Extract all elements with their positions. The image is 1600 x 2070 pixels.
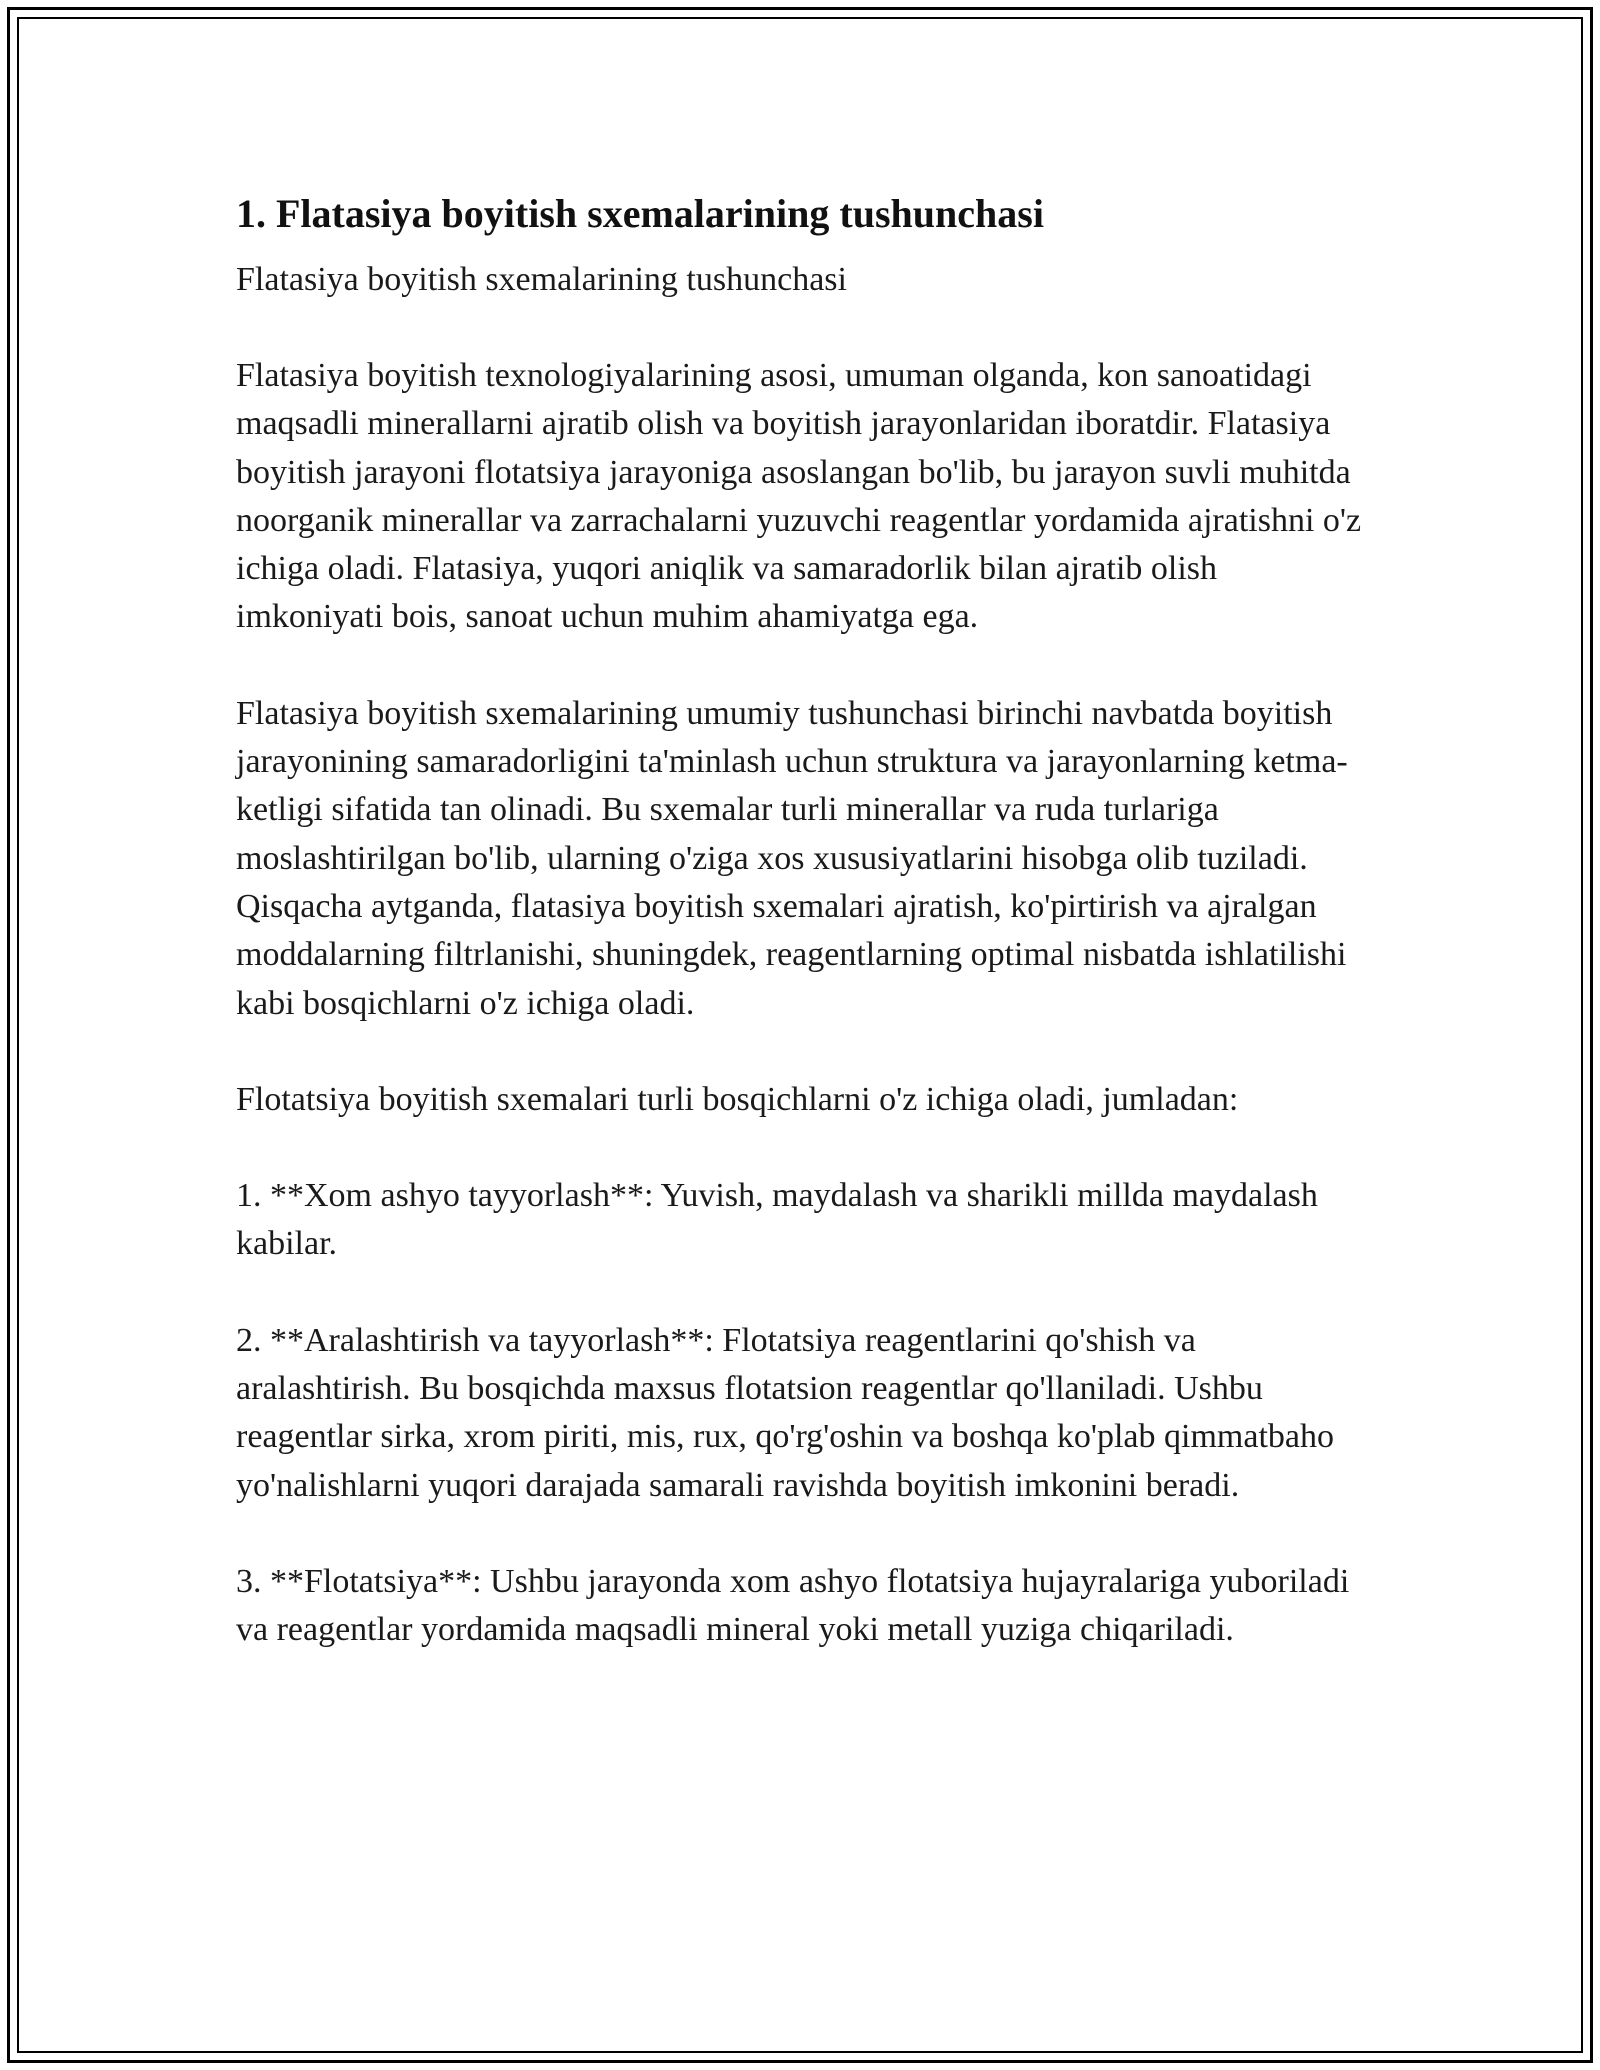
document-body: [236, 186, 1366, 1655]
list-item-stage-3: 3. **Flotatsiya**: Ushbu jarayonda xom ashyo flotatsiya hujayralariga yuboriladi va reagentlar yordamida maqsadli mineral yoki metall yuziga chiqariladi.: [236, 1562, 1350, 1649]
paragraph-concept: Flatasiya boyitish sxemalarining umumiy tushunchasi birinchi navbatda boyitish jarayonining samaradorligini ta'minlash uchun struktura va jarayonlarning ketma-ketligi sifatida tan olinadi. Bu sxemalar turli minerallar va ruda turlariga moslashtirilgan bo'lib, ularning o'ziga xos xususiyatlarini hisobga olib tuziladi. Qisqacha aytganda, flatasiya boyitish sxemalari ajratish, ko'pirtirish va ajralgan moddalarning filtrlanishi, shuningdek, reagentlarning optimal nisbatda ishlatilishi kabi bosqichlarni o'z ichiga oladi.: [236, 694, 1348, 1022]
list-item-stage-1: 1. **Xom ashyo tayyorlash**: Yuvish, maydalash va sharikli millda maydalash kabilar.: [236, 1177, 1318, 1263]
document-heading: 1. Flatasiya boyitish sxemalarining tushunchasi: [236, 191, 1044, 236]
paragraph-intro: Flatasiya boyitish texnologiyalarining asosi, umuman olganda, kon sanoatidagi maqsadli minerallarni ajratib olish va boyitish jarayonlaridan iboratdir. Flatasiya boyitish jarayoni flotatsiya jarayoniga asoslangan bo'lib, bu jarayon suvli muhitda noorganik minerallar va zarrachalarni yuzuvchi reagentlar yordamida ajratishni o'z ichiga oladi. Flatasiya, yuqori aniqlik va samaradorlik bilan ajratib olish imkoniyati bois, sanoat uchun muhim ahamiyatga ega.: [236, 357, 1362, 636]
paragraph-stages-lead: Flotatsiya boyitish sxemalari turli bosqichlarni o'z ichiga oladi, jumladan:: [236, 1080, 1239, 1118]
list-item-stage-2: 2. **Aralashtirish va tayyorlash**: Flotatsiya reagentlarini qo'shish va aralashtirish. Bu bosqichda maxsus flotatsion reagentlar qo'llaniladi. Ushbu reagentlar sirka, xrom piriti, mis, rux, qo'rg'oshin va boshqa ko'plab qimmatbaho yo'nalishlarni yuqori darajada samarali ravishda boyitish imkonini beradi.: [236, 1321, 1334, 1504]
document-subheading: Flatasiya boyitish sxemalarining tushunchasi: [236, 261, 847, 298]
